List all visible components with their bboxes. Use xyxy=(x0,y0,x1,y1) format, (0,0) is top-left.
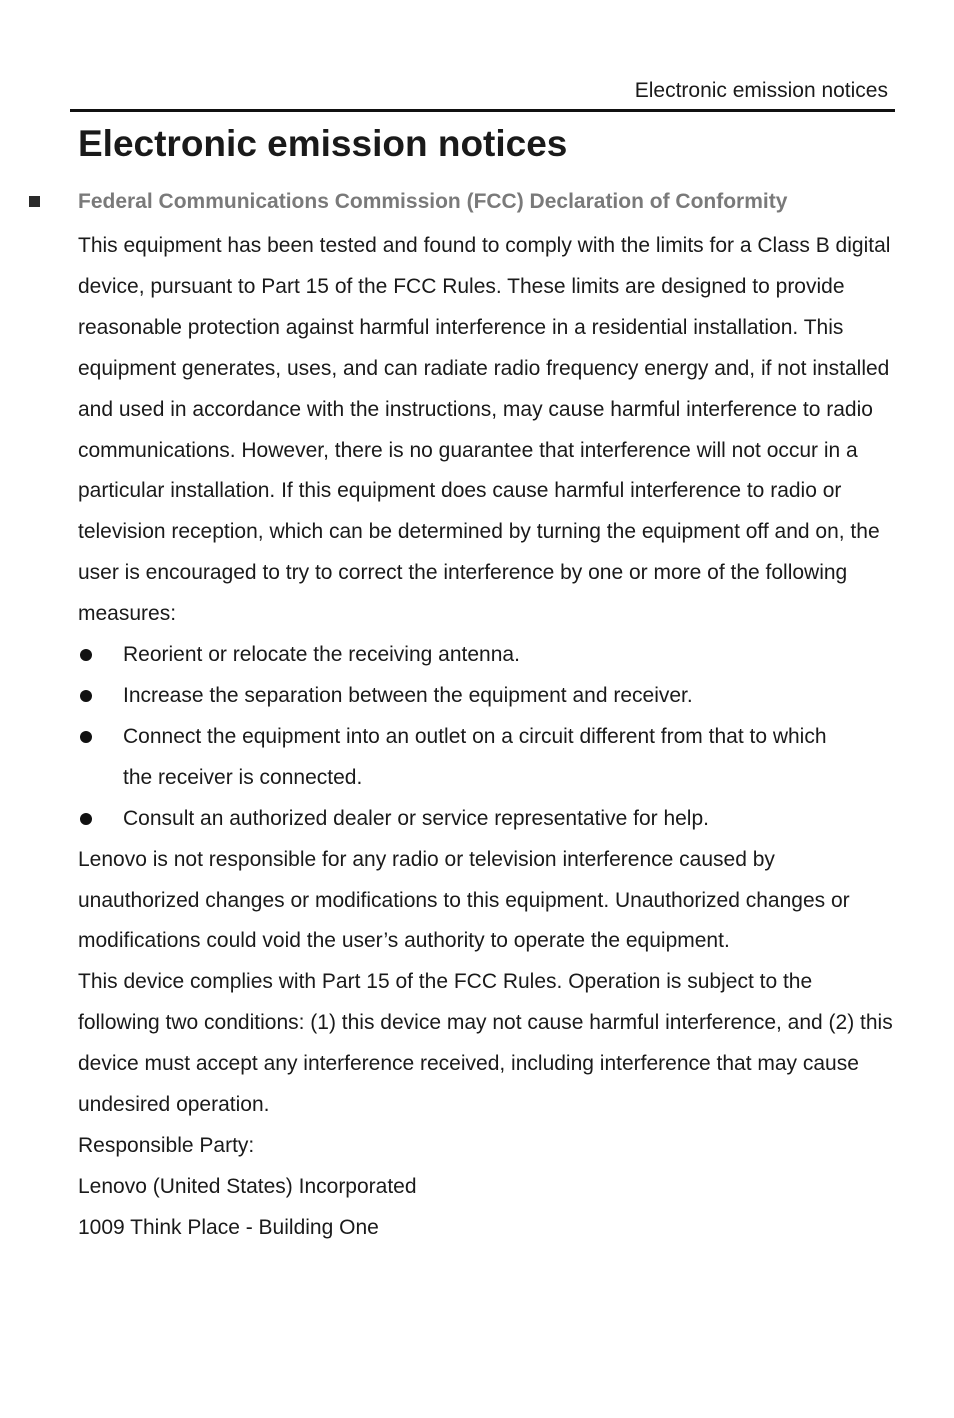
bullet-dot-icon xyxy=(80,813,92,825)
bullet-dot-icon xyxy=(80,649,92,661)
measures-list xyxy=(78,635,894,840)
section-heading: Federal Communications Commission (FCC) Declaration of Conformity xyxy=(78,190,788,213)
company-name: Lenovo (United States) Incorporated xyxy=(78,1174,417,1198)
lenovo-statement: Lenovo is not responsible for any radio or television interference caused by unauthorized changes or modifications to this equipment. Unauthorized changes or modifications could void the user’s authority to operate the equipment. xyxy=(78,847,850,953)
bullet-dot-icon xyxy=(80,690,92,702)
list-item xyxy=(78,717,894,799)
section-body xyxy=(78,226,894,1249)
page-title: Electronic emission notices xyxy=(78,123,568,164)
list-item-text: Increase the separation between the equipment and receiver. xyxy=(123,683,693,707)
list-item xyxy=(78,799,894,840)
square-bullet-icon xyxy=(29,196,40,207)
list-item xyxy=(78,676,894,717)
bullet-dot-icon xyxy=(80,731,92,743)
list-item-text: Consult an authorized dealer or service representative for help. xyxy=(123,806,709,830)
intro-paragraph: This equipment has been tested and found to comply with the limits for a Class B digital device, pursuant to Part 15 of the FCC Rules. These limits are designed to provide reasonable protection against harmful interference in a residential installation. This equipment generates, uses, and can radiate radio frequency energy and, if not installed and used in accordance with the instructions, may cause harmful interference to radio communications. However, there is no guarantee that interference will not occur in a particular installation. If this equipment does cause harmful interference to radio or television reception, which can be determined by turning the equipment off and on, the user is encouraged to try to correct the interference by one or more of the following measures: xyxy=(78,234,891,626)
list-item-text: Reorient or relocate the receiving antenna. xyxy=(123,643,520,667)
list-item-text: Connect the equipment into an outlet on a circuit different from that to which the receiver is connected. xyxy=(123,724,827,789)
compliance-statement: This device complies with Part 15 of the FCC Rules. Operation is subject to the following two conditions: (1) this device may not cause harmful interference, and (2) this device must accept any interference received, including interference that may cause undesired operation. xyxy=(78,970,893,1117)
responsible-party-label: Responsible Party: xyxy=(78,1133,255,1157)
running-header: Electronic emission notices xyxy=(634,79,888,102)
company-address: 1009 Think Place - Building One xyxy=(78,1215,379,1239)
list-item xyxy=(78,635,894,676)
header-rule xyxy=(70,109,895,112)
